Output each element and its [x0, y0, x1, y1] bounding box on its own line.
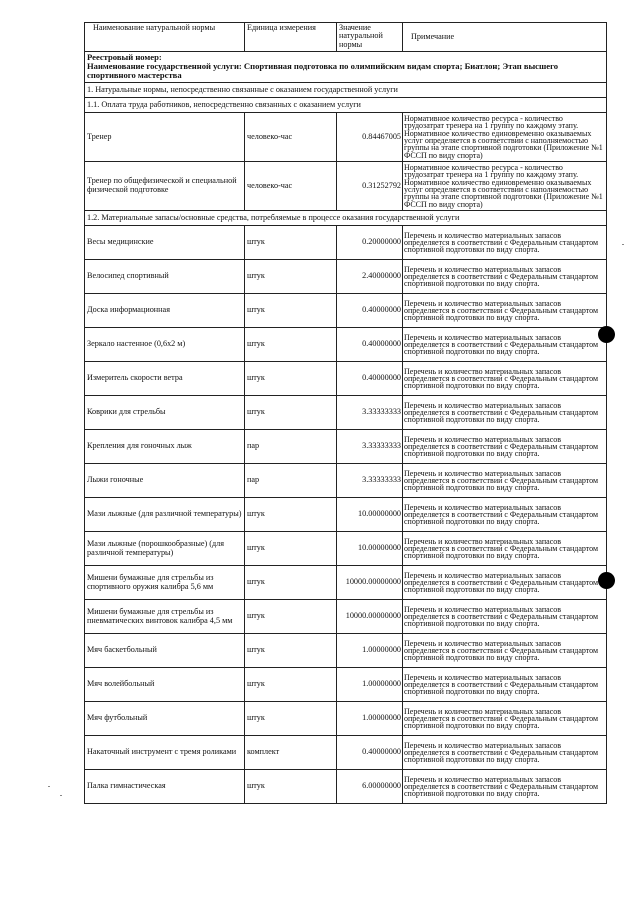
registry-number: Реестровый номер:: [87, 52, 162, 62]
norms-table: [84, 22, 607, 804]
norm-note: Перечень и количество материальных запасов определяется в соответствии с Федеральным стандартом спортивной подготовки по виду спорта.: [403, 634, 607, 668]
section-1-title: 1. Натуральные нормы, непосредственно связанные с оказанием государственной услуги: [85, 83, 607, 98]
table-row: [85, 328, 607, 362]
norm-value: 0.40000000: [337, 328, 403, 362]
norm-unit: штук: [245, 770, 337, 804]
norm-value: 3.33333333: [337, 396, 403, 430]
norm-unit: штук: [245, 566, 337, 600]
norm-value: 10.00000000: [337, 532, 403, 566]
norm-name: Коврики для стрельбы: [85, 396, 245, 430]
norm-note: Перечень и количество материальных запасов определяется в соответствии с Федеральным стандартом спортивной подготовки по виду спорта.: [403, 702, 607, 736]
table-row: [85, 362, 607, 396]
registry-row: [85, 52, 607, 83]
norm-note: Перечень и количество материальных запасов определяется в соответствии с Федеральным стандартом спортивной подготовки по виду спорта.: [403, 770, 607, 804]
norm-note: Нормативное количество ресурса - количество трудозатрат тренера на 1 группу по каждому этапу. Нормативное количество единовременно оказываемых услуг определяется в соответствии с наполняемостью группы на этапе спортивной подготовки (Приложение №1 ФССП по виду спорта): [403, 113, 607, 162]
norm-value: 1.00000000: [337, 634, 403, 668]
norm-unit: штук: [245, 532, 337, 566]
table-row: [85, 600, 607, 634]
scan-speck: [48, 786, 50, 787]
table-row: [85, 532, 607, 566]
norm-unit: штук: [245, 600, 337, 634]
norm-note: Перечень и количество материальных запасов определяется в соответствии с Федеральным стандартом спортивной подготовки по виду спорта.: [403, 600, 607, 634]
norm-name: Тренер по общефизической и специальной физической подготовке: [85, 162, 245, 211]
norm-name: Мяч баскетбольный: [85, 634, 245, 668]
norm-value: 10.00000000: [337, 498, 403, 532]
norm-unit: штук: [245, 362, 337, 396]
norm-note: Перечень и количество материальных запасов определяется в соответствии с Федеральным стандартом спортивной подготовки по виду спорта.: [403, 464, 607, 498]
norm-name: Тренер: [85, 113, 245, 162]
norm-value: 0.20000000: [337, 226, 403, 260]
registry-cell: [85, 52, 607, 83]
norm-value: 1.00000000: [337, 702, 403, 736]
norm-name: Доска информационная: [85, 294, 245, 328]
table-row: [85, 702, 607, 736]
section-row: [85, 211, 607, 226]
norm-unit: штук: [245, 702, 337, 736]
table-row: [85, 162, 607, 211]
norm-unit: пар: [245, 464, 337, 498]
table-row: [85, 113, 607, 162]
norm-value: 0.40000000: [337, 294, 403, 328]
norm-name: Измеритель скорости ветра: [85, 362, 245, 396]
norm-name: Мишени бумажные для стрельбы из спортивного оружия калибра 5,6 мм: [85, 566, 245, 600]
table-row: [85, 260, 607, 294]
service-name: Наименование государственной услуги: Спортивная подготовка по олимпийским видам спорта; Биатлон; Этап высшего спортивного мастерства: [87, 61, 559, 80]
norm-note: Перечень и количество материальных запасов определяется в соответствии с Федеральным стандартом спортивной подготовки по виду спорта.: [403, 362, 607, 396]
header-note: Примечание: [403, 23, 607, 52]
header-value: Значение натуральной нормы: [337, 23, 403, 52]
norm-unit: комплект: [245, 736, 337, 770]
header-name: Наименование натуральной нормы: [85, 23, 245, 52]
table-row: [85, 770, 607, 804]
norm-name: Лыжи гоночные: [85, 464, 245, 498]
table-row: [85, 396, 607, 430]
table-row: [85, 226, 607, 260]
section-row: [85, 98, 607, 113]
norm-name: Велосипед спортивный: [85, 260, 245, 294]
norm-value: 0.40000000: [337, 362, 403, 396]
table-row: [85, 294, 607, 328]
norm-note: Перечень и количество материальных запасов определяется в соответствии с Федеральным стандартом спортивной подготовки по виду спорта.: [403, 430, 607, 464]
norm-unit: штук: [245, 294, 337, 328]
norm-unit: человеко-час: [245, 162, 337, 211]
norm-note: Перечень и количество материальных запасов определяется в соответствии с Федеральным стандартом спортивной подготовки по виду спорта.: [403, 328, 607, 362]
norm-value: 2.40000000: [337, 260, 403, 294]
norm-name: Мяч футбольный: [85, 702, 245, 736]
norm-name: Накаточный инструмент с тремя роликами: [85, 736, 245, 770]
document-page: [84, 22, 606, 804]
norm-unit: штук: [245, 328, 337, 362]
table-row: [85, 464, 607, 498]
scan-speck: [622, 244, 624, 245]
norm-unit: штук: [245, 396, 337, 430]
norm-name: Мишени бумажные для стрельбы из пневматических винтовок калибра 4,5 мм: [85, 600, 245, 634]
norm-note: Перечень и количество материальных запасов определяется в соответствии с Федеральным стандартом спортивной подготовки по виду спорта.: [403, 260, 607, 294]
table-header-row: [85, 23, 607, 52]
table-row: [85, 668, 607, 702]
norm-value: 10000.00000000: [337, 600, 403, 634]
norm-value: 0.40000000: [337, 736, 403, 770]
norm-note: Перечень и количество материальных запасов определяется в соответствии с Федеральным стандартом спортивной подготовки по виду спорта.: [403, 532, 607, 566]
norm-unit: штук: [245, 260, 337, 294]
norm-unit: штук: [245, 634, 337, 668]
norm-value: 3.33333333: [337, 430, 403, 464]
norm-unit: пар: [245, 430, 337, 464]
norm-value: 1.00000000: [337, 668, 403, 702]
scan-speck: [60, 795, 62, 796]
norm-value: 3.33333333: [337, 464, 403, 498]
table-row: [85, 498, 607, 532]
punch-hole-mark: [598, 572, 615, 589]
norm-note: Нормативное количество ресурса - количество трудозатрат тренера на 1 группу по каждому этапу. Нормативное количество единовременно оказываемых услуг определяется в соответствии с наполняемостью группы на этапе спортивной подготовки (Приложение №1 ФССП по виду спорта): [403, 162, 607, 211]
norm-value: 6.00000000: [337, 770, 403, 804]
norm-unit: штук: [245, 498, 337, 532]
norm-value: 10000.00000000: [337, 566, 403, 600]
table-row: [85, 430, 607, 464]
table-row: [85, 566, 607, 600]
norm-name: Мяч волейбольный: [85, 668, 245, 702]
norm-note: Перечень и количество материальных запасов определяется в соответствии с Федеральным стандартом спортивной подготовки по виду спорта.: [403, 668, 607, 702]
norm-note: Перечень и количество материальных запасов определяется в соответствии с Федеральным стандартом спортивной подготовки по виду спорта.: [403, 396, 607, 430]
norm-unit: штук: [245, 668, 337, 702]
section-1-1-title: 1.1. Оплата труда работников, непосредственно связанных с оказанием услуги: [85, 98, 607, 113]
norm-name: Мази лыжные (для различной температуры): [85, 498, 245, 532]
norm-name: Палка гимнастическая: [85, 770, 245, 804]
table-row: [85, 736, 607, 770]
norm-note: Перечень и количество материальных запасов определяется в соответствии с Федеральным стандартом спортивной подготовки по виду спорта.: [403, 736, 607, 770]
punch-hole-mark: [598, 326, 615, 343]
norm-value: 0.31252792: [337, 162, 403, 211]
section-row: [85, 83, 607, 98]
header-unit: Единица измерения: [245, 23, 337, 52]
norm-name: Зеркало настенное (0,6х2 м): [85, 328, 245, 362]
norm-unit: человеко-час: [245, 113, 337, 162]
norm-unit: штук: [245, 226, 337, 260]
norm-note: Перечень и количество материальных запасов определяется в соответствии с Федеральным стандартом спортивной подготовки по виду спорта.: [403, 566, 607, 600]
norm-note: Перечень и количество материальных запасов определяется в соответствии с Федеральным стандартом спортивной подготовки по виду спорта.: [403, 498, 607, 532]
norm-note: Перечень и количество материальных запасов определяется в соответствии с Федеральным стандартом спортивной подготовки по виду спорта.: [403, 226, 607, 260]
norm-name: Весы медицинские: [85, 226, 245, 260]
norm-value: 0.84467005: [337, 113, 403, 162]
norm-name: Крепления для гоночных лыж: [85, 430, 245, 464]
norm-note: Перечень и количество материальных запасов определяется в соответствии с Федеральным стандартом спортивной подготовки по виду спорта.: [403, 294, 607, 328]
norm-name: Мази лыжные (порошкообразные) (для различной температуры): [85, 532, 245, 566]
table-row: [85, 634, 607, 668]
section-1-2-title: 1.2. Материальные запасы/основные средства, потребляемые в процессе оказания государственной услуги: [85, 211, 607, 226]
